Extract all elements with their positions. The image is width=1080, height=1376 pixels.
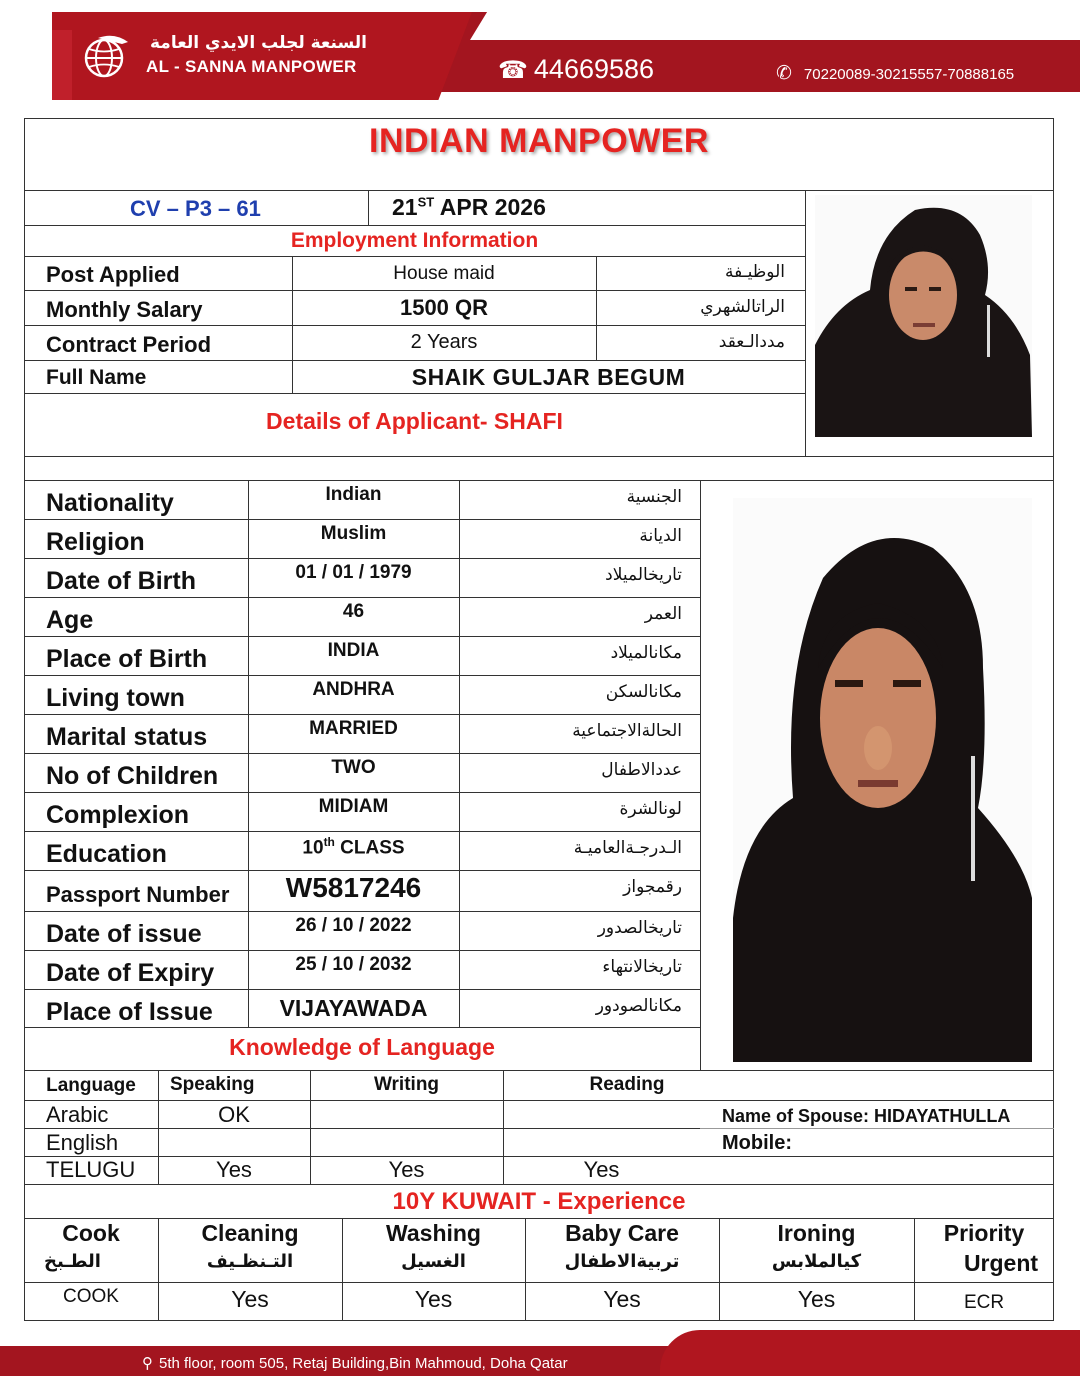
footer-curve [660,1330,1080,1376]
applicant-label: Passport Number [46,882,230,907]
divider [24,753,700,754]
priority-extra: ECR [963,1292,1005,1313]
applicant-arabic: الـدرجـةالعاميـة [573,838,682,858]
applicant-value-rest: CLASS [334,837,405,859]
applicant-label: Date of Expiry [46,959,215,987]
header-stripe [52,30,72,100]
skill-name-arabic: كيالملابس [771,1251,862,1272]
applicant-value [248,835,459,859]
language-cell: English [46,1130,119,1155]
monthly-salary-value: 1500 QR [399,295,489,320]
full-name-value: SHAIK GULJAR BEGUM [411,364,686,390]
cv-date-month-year: APR 2026 [439,194,546,220]
divider [24,1027,700,1028]
skill-value: Yes [414,1286,453,1312]
divider [24,360,805,361]
company-name-english: AL - SANNA MANPOWER [146,57,357,76]
applicant-label: Marital status [46,723,208,751]
contract-period-arabic: مددالـعقد [718,332,785,352]
header-white-cut [470,0,1080,40]
post-applied-arabic: الوظيـفة [724,262,785,282]
applicant-arabic: الديانة [639,526,682,546]
divider [24,1070,1054,1071]
spouse-field [722,1106,1010,1127]
company-name-arabic: السنعة لجلب الايدي العامة [150,33,367,53]
contract-period-label: Contract Period [46,332,212,357]
mobile-label: Mobile: [722,1132,792,1154]
lang-header-language: Language [46,1075,136,1096]
divider [700,1128,1054,1129]
applicant-arabic: عددالاطفال [601,760,682,780]
applicant-label: Nationality [46,489,174,517]
applicant-value: ANDHRA [312,679,395,700]
applicant-arabic: الحالةالاجتماعية [572,721,682,741]
language-heading: Knowledge of Language [229,1034,495,1060]
details-heading: Details of Applicant- SHAFI [266,408,563,434]
applicant-label: Age [46,606,94,634]
applicant-label: Date of Birth [46,567,196,595]
divider [24,225,805,226]
applicant-label: No of Children [46,762,219,790]
footer-address [142,1354,568,1372]
divider [24,1128,700,1129]
language-cell: OK [218,1102,250,1127]
skill-name: Ironing [777,1220,856,1246]
applicant-label: Date of issue [46,920,202,948]
divider [24,870,700,871]
applicant-arabic: لونالشرة [619,799,682,819]
divider [24,290,805,291]
applicant-label: Place of Issue [46,998,213,1026]
applicant-value: 26 / 10 / 2022 [295,915,412,936]
divider [805,190,806,456]
lang-header-speaking: Speaking [170,1074,255,1095]
spouse-label: Name of Spouse: [722,1106,870,1126]
applicant-value-sup: th [323,835,335,849]
phone-number [498,54,654,85]
divider [596,256,597,360]
skill-name-arabic: تربيةالاطفال [564,1251,680,1272]
applicant-arabic: مكانالصودور [595,996,682,1016]
applicant-arabic: تاريخالانتهاء [602,957,682,977]
applicant-portrait-large [733,498,1032,1062]
applicant-label: Place of Birth [46,645,208,673]
post-applied-value: House maid [393,263,495,284]
applicant-photo-small [815,195,1032,437]
language-cell: Arabic [46,1102,109,1127]
divider [24,393,805,394]
applicant-arabic: مكانالسكن [605,682,682,702]
applicant-value: 01 / 01 / 1979 [295,562,412,583]
applicant-value: TWO [331,757,376,778]
applicant-value: 25 / 10 / 2032 [295,954,412,975]
skill-name: Baby Care [565,1220,679,1246]
applicant-arabic: تاريخالصدور [597,918,682,938]
divider [24,558,700,559]
cv-date [392,194,546,221]
applicant-photo-large [733,498,1032,1062]
language-cell: Yes [216,1157,252,1182]
applicant-arabic: الجنسية [626,487,682,507]
divider [24,792,700,793]
phone-number-text: 44669586 [533,54,655,84]
mobile-numbers [776,62,1014,85]
full-name-label: Full Name [46,366,147,389]
contract-period-value: 2 Years [410,331,478,353]
applicant-value: INDIA [327,640,380,661]
monthly-salary-arabic: الراتالشهري [700,297,785,317]
divider [24,1100,1054,1101]
skill-name-arabic: الطـبخ [44,1251,101,1272]
skill-value: Yes [797,1286,836,1312]
location-pin-icon: ⚲ [142,1355,153,1372]
telephone-icon: ☎ [498,57,528,84]
employment-heading: Employment Information [290,229,539,252]
mobile-phone-icon: ✆ [776,63,792,84]
applicant-value: VIJAYAWADA [279,995,428,1021]
divider [24,1282,1054,1283]
cv-date-day: 21 [392,194,418,220]
divider [24,989,700,990]
divider [24,1218,1054,1219]
footer-address-text: 5th floor, room 505, Retaj Building,Bin Mahmoud, Doha Qatar [159,1355,568,1372]
applicant-label: Education [46,840,167,868]
applicant-value: Muslim [320,523,387,544]
divider [24,256,805,257]
divider [24,1184,1054,1185]
skill-name-arabic: التـنظـيف [206,1251,294,1272]
applicant-portrait-small [815,195,1032,437]
applicant-label: Complexion [46,801,190,829]
divider [24,190,1054,191]
cv-code: CV – P3 – 61 [130,196,261,221]
divider [368,190,369,225]
skill-value: Yes [603,1286,641,1312]
divider [24,950,700,951]
post-applied-label: Post Applied [46,262,180,287]
applicant-arabic: تاريخالميلاد [605,565,682,585]
skill-name-arabic: الغسيل [401,1251,466,1272]
divider [24,480,1054,481]
applicant-arabic: رقمجواز [623,877,682,897]
priority-value: Urgent [963,1250,1039,1276]
lang-header-reading: Reading [589,1074,665,1095]
divider [24,519,700,520]
divider [24,597,700,598]
experience-heading: 10Y KUWAIT - Experience [392,1188,686,1215]
spouse-name: HIDAYATHULLA [874,1106,1011,1126]
skill-value: Yes [231,1286,269,1312]
language-cell: Yes [388,1157,425,1182]
applicant-value: MARRIED [309,718,398,739]
language-cell: TELUGU [46,1157,136,1182]
divider [24,714,700,715]
divider [700,480,701,1070]
divider [24,831,700,832]
skill-name: Cleaning [201,1220,299,1246]
applicant-value: W5817246 [285,872,422,903]
divider [24,456,1054,457]
applicant-value: 46 [342,601,365,622]
skill-name: Cook [62,1220,120,1246]
divider [24,325,805,326]
lang-header-writing: Writing [373,1074,440,1095]
language-cell: Yes [583,1157,620,1182]
divider [24,636,700,637]
globe-logo-icon [80,30,132,82]
page-title: INDIAN MANPOWER [369,122,709,160]
applicant-value: MIDIAM [318,796,389,817]
skill-value: COOK [63,1286,119,1307]
monthly-salary-label: Monthly Salary [46,297,203,322]
applicant-label: Living town [46,684,185,712]
applicant-label: Religion [46,528,145,556]
applicant-value-main: 10 [302,837,324,859]
applicant-value: Indian [325,484,382,505]
divider [24,911,700,912]
skill-name: Washing [386,1220,481,1246]
priority-label: Priority [943,1220,1025,1246]
applicant-arabic: مكانالميلاد [610,643,682,663]
divider [24,675,700,676]
cv-date-sup: ST [417,194,435,210]
applicant-arabic: العمر [644,604,682,624]
mobile-numbers-text: 70220089-30215557-70888165 [803,66,1015,83]
